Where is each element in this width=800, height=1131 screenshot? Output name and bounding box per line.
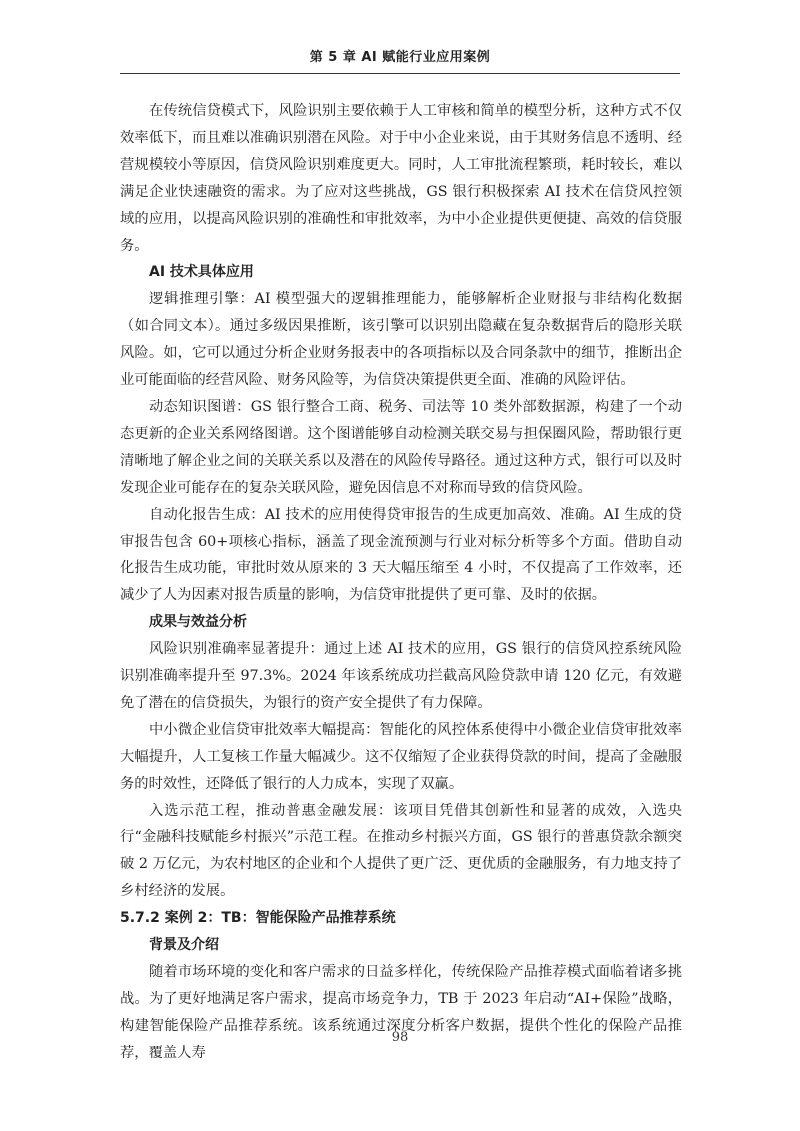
section-heading-case-2: 5.7.2 案例 2：TB：智能保险产品推荐系统 xyxy=(120,910,396,927)
paragraph-demo-project: 入选示范工程，推动普惠金融发展：该项目凭借其创新性和显著的成效，入选央行“金融科技赋能乡村振兴”示范工程。在推动乡村振兴方面，GS 银行的普惠贷款余额突破 2 万亿元，为农村地区的企业和个人提供了更广泛、更优质的金融服务，有力地支持了乡村经济的发展。 xyxy=(120,802,682,900)
header-divider xyxy=(120,73,680,74)
paragraph-reasoning-engine: 逻辑推理引擎：AI 模型强大的逻辑推理能力，能够解析企业财报与非结构化数据（如合同文本）。通过多级因果推断，该引擎可以识别出隐藏在复杂数据背后的隐形关联风险。如，它可以通过分析企业财务报表中的各项指标以及合同条款中的细节，推断出企业可能面临的经营风险、财务风险等，为信贷决策提供更全面、准确的风险评估。 xyxy=(120,291,682,389)
paragraph-sme-efficiency: 中小微企业信贷审批效率大幅提高：智能化的风控体系使得中小微企业信贷审批效率大幅提升，人工复核工作量大幅减少。这不仅缩短了企业获得贷款的时间，提高了金融服务的时效性，还降低了银行的人力成本，实现了双赢。 xyxy=(120,721,682,792)
subheading-results: 成果与效益分析 xyxy=(149,614,247,631)
paragraph-traditional-credit: 在传统信贷模式下，风险识别主要依赖于人工审核和简单的模型分析，这种方式不仅效率低下，而且难以准确识别潜在风险。对于中小企业来说，由于其财务信息不透明、经营规模较小等原因，信贷风险识别难度更大。同时，人工审批流程繁琐，耗时较长，难以满足企业快速融资的需求。为了应对这些挑战，GS 银行积极探索 AI 技术在信贷风控领域的应用，以提高风险识别的准确性和审批效率，为中小企业提供更便捷、高效的信贷服务。 xyxy=(120,103,682,254)
document-body xyxy=(120,98,682,1067)
paragraph-risk-accuracy: 风险识别准确率显著提升：通过上述 AI 技术的应用，GS 银行的信贷风控系统风险识别准确率提升至 97.3%。2024 年该系统成功拦截高风险贷款申请 120 亿元，有效避免了潜在的信贷损失，为银行的资产安全提供了有力保障。 xyxy=(120,641,682,711)
subheading-background: 背景及介绍 xyxy=(149,937,219,954)
running-header: 第 5 章 AI 赋能行业应用案例 xyxy=(309,50,491,65)
page-number: 98 xyxy=(391,1030,409,1045)
paragraph-knowledge-graph: 动态知识图谱：GS 银行整合工商、税务、司法等 10 类外部数据源，构建了一个动态更新的企业关系网络图谱。这个图谱能够自动检测关联交易与担保圈风险，帮助银行更清晰地了解企业之间的关联关系以及潜在的风险传导路径。通过这种方式，银行可以及时发现企业可能存在的复杂关联风险，避免因信息不对称而导致的信贷风险。 xyxy=(120,398,682,496)
paragraph-auto-report: 自动化报告生成：AI 技术的应用使得贷审报告的生成更加高效、准确。AI 生成的贷审报告包含 60+项核心指标，涵盖了现金流预测与行业对标分析等多个方面。借助自动化报告生成功能，审批时效从原来的 3 天大幅压缩至 4 小时，不仅提高了工作效率，还减少了人为因素对报告质量的影响，为信贷审批提供了更可靠、及时的依据。 xyxy=(120,506,682,604)
subheading-ai-applications: AI 技术具体应用 xyxy=(149,264,254,281)
paragraph-insurance-intro: 随着市场环境的变化和客户需求的日益多样化，传统保险产品推荐模式面临着诸多挑战。为了更好地满足客户需求，提高市场竞争力，TB 于 2023 年启动“AI+保险”战略，构建智能保险产品推荐系统。该系统通过深度分析客户数据，提供个性化的保险产品推荐，覆盖人寿 xyxy=(120,964,682,1061)
